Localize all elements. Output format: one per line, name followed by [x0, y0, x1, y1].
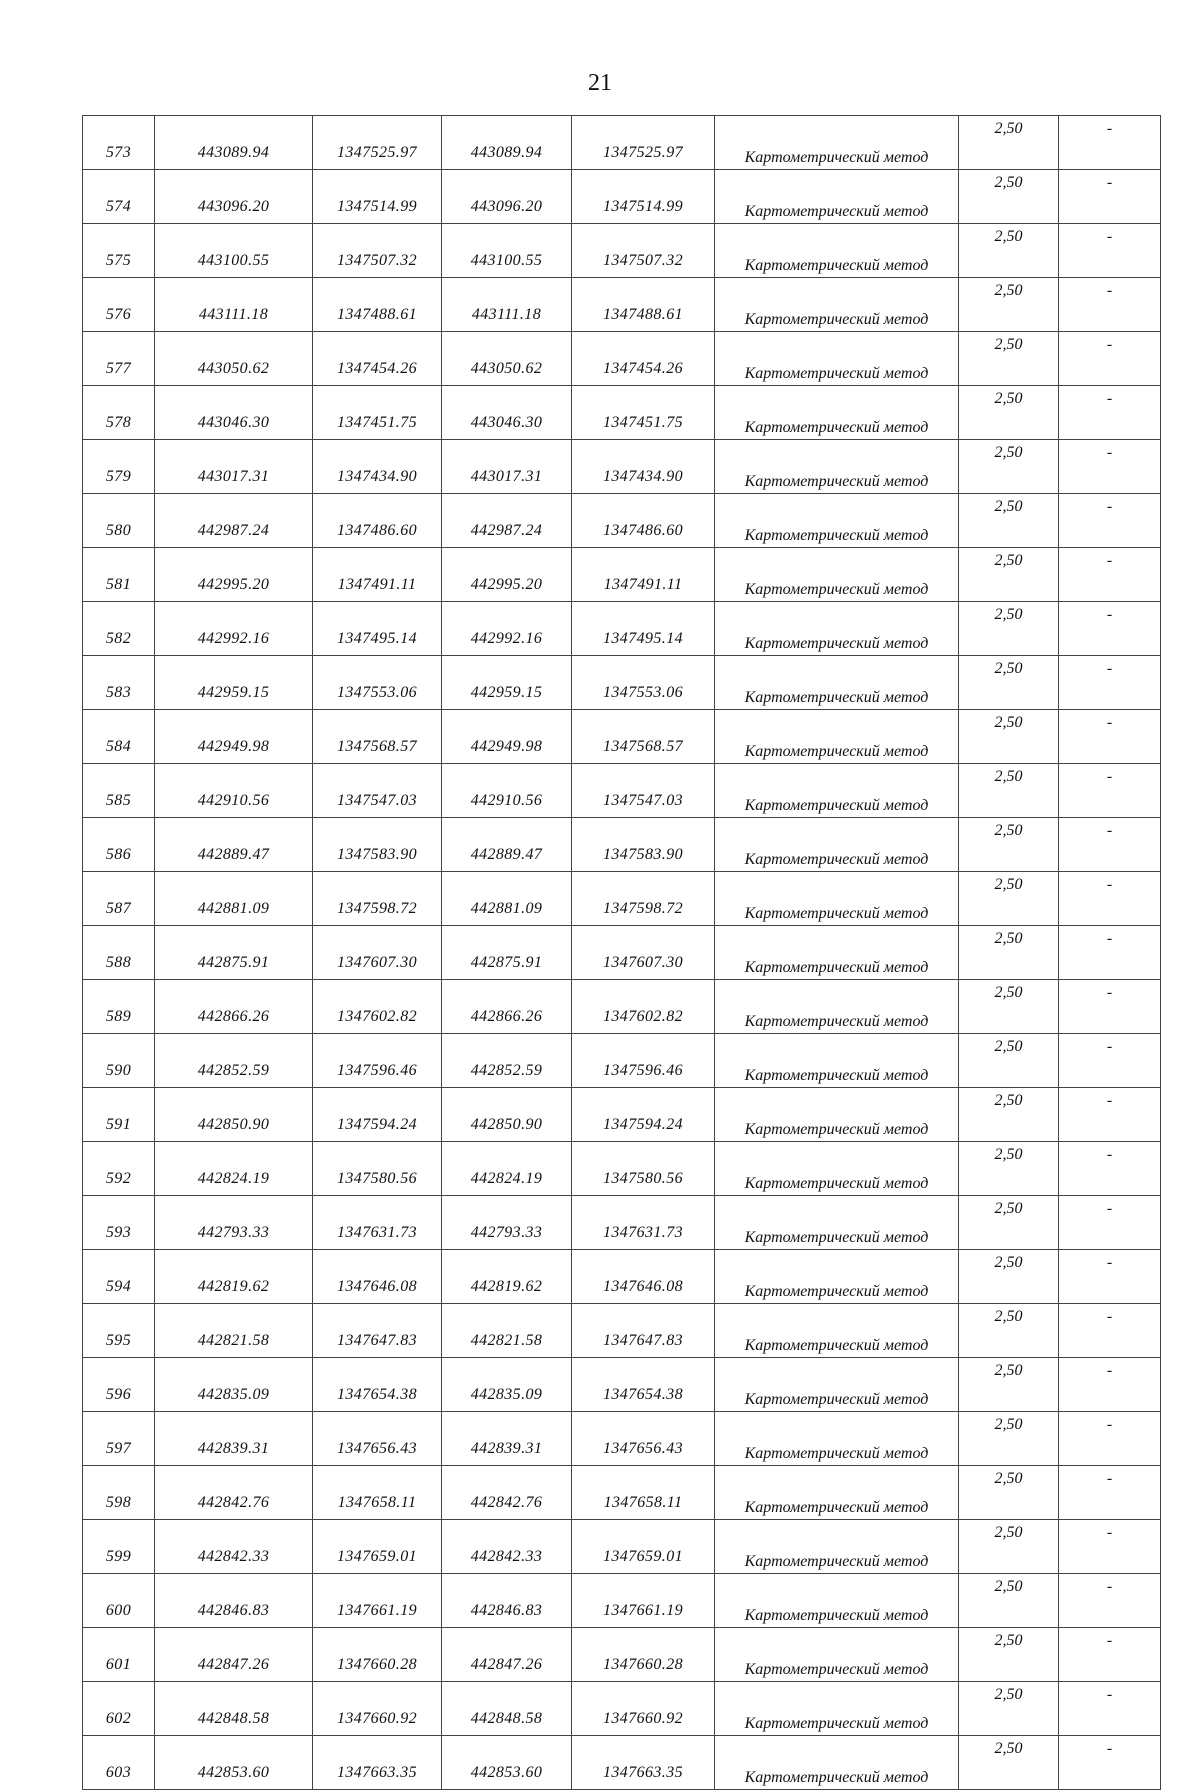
- precision-cell: 2,50: [959, 1628, 1059, 1682]
- new-y-cell: 1347580.56: [572, 1142, 715, 1196]
- point-number-cell: 587: [83, 872, 155, 926]
- precision-cell: 2,50: [959, 764, 1059, 818]
- existing-y-cell: 1347660.92: [313, 1682, 442, 1736]
- new-x-cell: 442949.98: [442, 710, 572, 764]
- existing-y-cell: 1347631.73: [313, 1196, 442, 1250]
- table-row: [83, 1034, 1161, 1088]
- existing-x-cell: 442959.15: [155, 656, 313, 710]
- existing-y-cell: 1347660.28: [313, 1628, 442, 1682]
- precision-cell: 2,50: [959, 926, 1059, 980]
- existing-y-cell: 1347547.03: [313, 764, 442, 818]
- table-row: [83, 1682, 1161, 1736]
- new-x-cell: 443111.18: [442, 278, 572, 332]
- point-number-cell: 603: [83, 1736, 155, 1790]
- point-number-cell: 602: [83, 1682, 155, 1736]
- description-cell: -: [1059, 818, 1161, 872]
- description-cell: -: [1059, 1088, 1161, 1142]
- new-x-cell: 442842.76: [442, 1466, 572, 1520]
- existing-x-cell: 442847.26: [155, 1628, 313, 1682]
- method-cell: Картометрический метод: [715, 440, 959, 494]
- existing-y-cell: 1347434.90: [313, 440, 442, 494]
- precision-cell: 2,50: [959, 602, 1059, 656]
- new-x-cell: 442866.26: [442, 980, 572, 1034]
- table-row: [83, 656, 1161, 710]
- existing-x-cell: 442824.19: [155, 1142, 313, 1196]
- new-y-cell: 1347434.90: [572, 440, 715, 494]
- table-row: [83, 548, 1161, 602]
- precision-cell: 2,50: [959, 710, 1059, 764]
- table-row: [83, 332, 1161, 386]
- existing-y-cell: 1347553.06: [313, 656, 442, 710]
- description-cell: -: [1059, 386, 1161, 440]
- existing-y-cell: 1347507.32: [313, 224, 442, 278]
- new-y-cell: 1347607.30: [572, 926, 715, 980]
- new-y-cell: 1347660.92: [572, 1682, 715, 1736]
- existing-x-cell: 442992.16: [155, 602, 313, 656]
- existing-x-cell: 442987.24: [155, 494, 313, 548]
- point-number-cell: 574: [83, 170, 155, 224]
- point-number-cell: 596: [83, 1358, 155, 1412]
- existing-x-cell: 442848.58: [155, 1682, 313, 1736]
- new-x-cell: 442842.33: [442, 1520, 572, 1574]
- description-cell: -: [1059, 440, 1161, 494]
- existing-x-cell: 443111.18: [155, 278, 313, 332]
- table-row: [83, 1574, 1161, 1628]
- method-cell: Картометрический метод: [715, 386, 959, 440]
- precision-cell: 2,50: [959, 386, 1059, 440]
- new-y-cell: 1347495.14: [572, 602, 715, 656]
- new-y-cell: 1347602.82: [572, 980, 715, 1034]
- table-row: [83, 1412, 1161, 1466]
- method-cell: Картометрический метод: [715, 1250, 959, 1304]
- method-cell: Картометрический метод: [715, 278, 959, 332]
- table-row: [83, 1142, 1161, 1196]
- new-y-cell: 1347646.08: [572, 1250, 715, 1304]
- method-cell: Картометрический метод: [715, 548, 959, 602]
- new-x-cell: 442819.62: [442, 1250, 572, 1304]
- new-x-cell: 442853.60: [442, 1736, 572, 1790]
- new-y-cell: 1347654.38: [572, 1358, 715, 1412]
- method-cell: Картометрический метод: [715, 1304, 959, 1358]
- description-cell: -: [1059, 1736, 1161, 1790]
- method-cell: Картометрический метод: [715, 1736, 959, 1790]
- existing-y-cell: 1347583.90: [313, 818, 442, 872]
- description-cell: -: [1059, 1682, 1161, 1736]
- precision-cell: 2,50: [959, 1250, 1059, 1304]
- existing-y-cell: 1347659.01: [313, 1520, 442, 1574]
- table-row: [83, 116, 1161, 170]
- existing-y-cell: 1347663.35: [313, 1736, 442, 1790]
- new-x-cell: 442910.56: [442, 764, 572, 818]
- method-cell: Картометрический метод: [715, 494, 959, 548]
- method-cell: Картометрический метод: [715, 926, 959, 980]
- method-cell: Картометрический метод: [715, 1142, 959, 1196]
- new-y-cell: 1347553.06: [572, 656, 715, 710]
- precision-cell: 2,50: [959, 548, 1059, 602]
- point-number-cell: 601: [83, 1628, 155, 1682]
- precision-cell: 2,50: [959, 1088, 1059, 1142]
- table-row: [83, 278, 1161, 332]
- existing-x-cell: 443017.31: [155, 440, 313, 494]
- method-cell: Картометрический метод: [715, 224, 959, 278]
- point-number-cell: 580: [83, 494, 155, 548]
- description-cell: -: [1059, 548, 1161, 602]
- existing-y-cell: 1347596.46: [313, 1034, 442, 1088]
- precision-cell: 2,50: [959, 1682, 1059, 1736]
- existing-x-cell: 442852.59: [155, 1034, 313, 1088]
- point-number-cell: 584: [83, 710, 155, 764]
- existing-y-cell: 1347454.26: [313, 332, 442, 386]
- point-number-cell: 591: [83, 1088, 155, 1142]
- precision-cell: 2,50: [959, 332, 1059, 386]
- existing-y-cell: 1347654.38: [313, 1358, 442, 1412]
- method-cell: Картометрический метод: [715, 872, 959, 926]
- precision-cell: 2,50: [959, 1736, 1059, 1790]
- new-x-cell: 442846.83: [442, 1574, 572, 1628]
- point-number-cell: 594: [83, 1250, 155, 1304]
- description-cell: -: [1059, 1412, 1161, 1466]
- new-y-cell: 1347660.28: [572, 1628, 715, 1682]
- precision-cell: 2,50: [959, 1034, 1059, 1088]
- table-row: [83, 872, 1161, 926]
- existing-x-cell: 442850.90: [155, 1088, 313, 1142]
- table-row: [83, 818, 1161, 872]
- page-number: 21: [588, 70, 612, 96]
- new-x-cell: 442889.47: [442, 818, 572, 872]
- point-number-cell: 586: [83, 818, 155, 872]
- table-row: [83, 170, 1161, 224]
- existing-x-cell: 442842.33: [155, 1520, 313, 1574]
- description-cell: -: [1059, 494, 1161, 548]
- description-cell: -: [1059, 872, 1161, 926]
- method-cell: Картометрический метод: [715, 1574, 959, 1628]
- table-body: [83, 116, 1161, 1790]
- new-x-cell: 442881.09: [442, 872, 572, 926]
- point-number-cell: 575: [83, 224, 155, 278]
- description-cell: -: [1059, 1358, 1161, 1412]
- new-y-cell: 1347656.43: [572, 1412, 715, 1466]
- table-row: [83, 926, 1161, 980]
- table-row: [83, 1250, 1161, 1304]
- existing-x-cell: 442842.76: [155, 1466, 313, 1520]
- new-y-cell: 1347547.03: [572, 764, 715, 818]
- existing-y-cell: 1347602.82: [313, 980, 442, 1034]
- existing-x-cell: 442866.26: [155, 980, 313, 1034]
- method-cell: Картометрический метод: [715, 1682, 959, 1736]
- existing-x-cell: 442821.58: [155, 1304, 313, 1358]
- table-row: [83, 1628, 1161, 1682]
- new-y-cell: 1347568.57: [572, 710, 715, 764]
- new-x-cell: 442835.09: [442, 1358, 572, 1412]
- precision-cell: 2,50: [959, 1142, 1059, 1196]
- point-number-cell: 588: [83, 926, 155, 980]
- existing-x-cell: 443046.30: [155, 386, 313, 440]
- new-x-cell: 442848.58: [442, 1682, 572, 1736]
- existing-y-cell: 1347661.19: [313, 1574, 442, 1628]
- table-row: [83, 764, 1161, 818]
- description-cell: -: [1059, 710, 1161, 764]
- existing-x-cell: 442910.56: [155, 764, 313, 818]
- method-cell: Картометрический метод: [715, 602, 959, 656]
- description-cell: -: [1059, 1628, 1161, 1682]
- table-row: [83, 440, 1161, 494]
- precision-cell: 2,50: [959, 1412, 1059, 1466]
- existing-x-cell: 443100.55: [155, 224, 313, 278]
- existing-x-cell: 443096.20: [155, 170, 313, 224]
- precision-cell: 2,50: [959, 1520, 1059, 1574]
- existing-y-cell: 1347656.43: [313, 1412, 442, 1466]
- description-cell: -: [1059, 1142, 1161, 1196]
- method-cell: Картометрический метод: [715, 818, 959, 872]
- new-y-cell: 1347514.99: [572, 170, 715, 224]
- method-cell: Картометрический метод: [715, 710, 959, 764]
- point-number-cell: 585: [83, 764, 155, 818]
- existing-y-cell: 1347647.83: [313, 1304, 442, 1358]
- new-y-cell: 1347454.26: [572, 332, 715, 386]
- table-row: [83, 1466, 1161, 1520]
- new-x-cell: 443096.20: [442, 170, 572, 224]
- new-y-cell: 1347594.24: [572, 1088, 715, 1142]
- new-y-cell: 1347659.01: [572, 1520, 715, 1574]
- table-row: [83, 710, 1161, 764]
- description-cell: -: [1059, 980, 1161, 1034]
- table-row: [83, 386, 1161, 440]
- existing-x-cell: 442835.09: [155, 1358, 313, 1412]
- description-cell: -: [1059, 1574, 1161, 1628]
- description-cell: -: [1059, 278, 1161, 332]
- table-row: [83, 224, 1161, 278]
- new-y-cell: 1347663.35: [572, 1736, 715, 1790]
- description-cell: -: [1059, 1520, 1161, 1574]
- new-x-cell: 442959.15: [442, 656, 572, 710]
- precision-cell: 2,50: [959, 1358, 1059, 1412]
- method-cell: Картометрический метод: [715, 1358, 959, 1412]
- point-number-cell: 595: [83, 1304, 155, 1358]
- table-row: [83, 1520, 1161, 1574]
- method-cell: Картометрический метод: [715, 170, 959, 224]
- precision-cell: 2,50: [959, 170, 1059, 224]
- method-cell: Картометрический метод: [715, 1412, 959, 1466]
- existing-x-cell: 443089.94: [155, 116, 313, 170]
- new-x-cell: 442852.59: [442, 1034, 572, 1088]
- method-cell: Картометрический метод: [715, 332, 959, 386]
- table-row: [83, 1088, 1161, 1142]
- description-cell: -: [1059, 764, 1161, 818]
- point-number-cell: 579: [83, 440, 155, 494]
- existing-y-cell: 1347451.75: [313, 386, 442, 440]
- method-cell: Картометрический метод: [715, 116, 959, 170]
- existing-x-cell: 442889.47: [155, 818, 313, 872]
- new-y-cell: 1347507.32: [572, 224, 715, 278]
- method-cell: Картометрический метод: [715, 1466, 959, 1520]
- existing-x-cell: 442875.91: [155, 926, 313, 980]
- description-cell: -: [1059, 926, 1161, 980]
- coordinates-table: [82, 115, 1161, 1790]
- new-x-cell: 443089.94: [442, 116, 572, 170]
- description-cell: -: [1059, 656, 1161, 710]
- new-y-cell: 1347491.11: [572, 548, 715, 602]
- precision-cell: 2,50: [959, 278, 1059, 332]
- existing-x-cell: 442846.83: [155, 1574, 313, 1628]
- new-x-cell: 442847.26: [442, 1628, 572, 1682]
- precision-cell: 2,50: [959, 818, 1059, 872]
- new-y-cell: 1347647.83: [572, 1304, 715, 1358]
- existing-x-cell: 442819.62: [155, 1250, 313, 1304]
- method-cell: Картометрический метод: [715, 1196, 959, 1250]
- precision-cell: 2,50: [959, 980, 1059, 1034]
- new-y-cell: 1347598.72: [572, 872, 715, 926]
- existing-x-cell: 442949.98: [155, 710, 313, 764]
- new-y-cell: 1347583.90: [572, 818, 715, 872]
- method-cell: Картометрический метод: [715, 656, 959, 710]
- description-cell: -: [1059, 1034, 1161, 1088]
- table-row: [83, 1304, 1161, 1358]
- table-row: [83, 602, 1161, 656]
- description-cell: -: [1059, 332, 1161, 386]
- existing-y-cell: 1347646.08: [313, 1250, 442, 1304]
- new-x-cell: 442992.16: [442, 602, 572, 656]
- new-y-cell: 1347451.75: [572, 386, 715, 440]
- new-x-cell: 442995.20: [442, 548, 572, 602]
- description-cell: -: [1059, 1250, 1161, 1304]
- point-number-cell: 590: [83, 1034, 155, 1088]
- precision-cell: 2,50: [959, 1304, 1059, 1358]
- precision-cell: 2,50: [959, 1196, 1059, 1250]
- existing-y-cell: 1347488.61: [313, 278, 442, 332]
- existing-y-cell: 1347491.11: [313, 548, 442, 602]
- existing-x-cell: 442881.09: [155, 872, 313, 926]
- new-y-cell: 1347525.97: [572, 116, 715, 170]
- description-cell: -: [1059, 602, 1161, 656]
- existing-y-cell: 1347580.56: [313, 1142, 442, 1196]
- table-row: [83, 1358, 1161, 1412]
- method-cell: Картометрический метод: [715, 764, 959, 818]
- point-number-cell: 600: [83, 1574, 155, 1628]
- precision-cell: 2,50: [959, 656, 1059, 710]
- point-number-cell: 593: [83, 1196, 155, 1250]
- point-number-cell: 597: [83, 1412, 155, 1466]
- table-row: [83, 980, 1161, 1034]
- description-cell: -: [1059, 170, 1161, 224]
- existing-y-cell: 1347658.11: [313, 1466, 442, 1520]
- precision-cell: 2,50: [959, 116, 1059, 170]
- new-x-cell: 443050.62: [442, 332, 572, 386]
- existing-x-cell: 442839.31: [155, 1412, 313, 1466]
- existing-y-cell: 1347598.72: [313, 872, 442, 926]
- precision-cell: 2,50: [959, 1574, 1059, 1628]
- point-number-cell: 577: [83, 332, 155, 386]
- existing-x-cell: 442853.60: [155, 1736, 313, 1790]
- method-cell: Картометрический метод: [715, 1088, 959, 1142]
- new-x-cell: 443017.31: [442, 440, 572, 494]
- precision-cell: 2,50: [959, 440, 1059, 494]
- new-x-cell: 443046.30: [442, 386, 572, 440]
- point-number-cell: 576: [83, 278, 155, 332]
- precision-cell: 2,50: [959, 494, 1059, 548]
- method-cell: Картометрический метод: [715, 980, 959, 1034]
- existing-y-cell: 1347607.30: [313, 926, 442, 980]
- existing-y-cell: 1347568.57: [313, 710, 442, 764]
- existing-y-cell: 1347594.24: [313, 1088, 442, 1142]
- new-y-cell: 1347486.60: [572, 494, 715, 548]
- new-y-cell: 1347661.19: [572, 1574, 715, 1628]
- point-number-cell: 582: [83, 602, 155, 656]
- precision-cell: 2,50: [959, 872, 1059, 926]
- existing-x-cell: 442995.20: [155, 548, 313, 602]
- new-x-cell: 442793.33: [442, 1196, 572, 1250]
- point-number-cell: 598: [83, 1466, 155, 1520]
- point-number-cell: 589: [83, 980, 155, 1034]
- existing-x-cell: 442793.33: [155, 1196, 313, 1250]
- table-row: [83, 494, 1161, 548]
- new-y-cell: 1347488.61: [572, 278, 715, 332]
- description-cell: -: [1059, 1196, 1161, 1250]
- new-x-cell: 442821.58: [442, 1304, 572, 1358]
- new-y-cell: 1347631.73: [572, 1196, 715, 1250]
- description-cell: -: [1059, 116, 1161, 170]
- method-cell: Картометрический метод: [715, 1520, 959, 1574]
- existing-x-cell: 443050.62: [155, 332, 313, 386]
- existing-y-cell: 1347486.60: [313, 494, 442, 548]
- method-cell: Картометрический метод: [715, 1628, 959, 1682]
- new-y-cell: 1347658.11: [572, 1466, 715, 1520]
- point-number-cell: 599: [83, 1520, 155, 1574]
- precision-cell: 2,50: [959, 1466, 1059, 1520]
- new-x-cell: 442839.31: [442, 1412, 572, 1466]
- new-x-cell: 442824.19: [442, 1142, 572, 1196]
- precision-cell: 2,50: [959, 224, 1059, 278]
- description-cell: -: [1059, 1466, 1161, 1520]
- new-x-cell: 442875.91: [442, 926, 572, 980]
- new-x-cell: 443100.55: [442, 224, 572, 278]
- existing-y-cell: 1347525.97: [313, 116, 442, 170]
- point-number-cell: 592: [83, 1142, 155, 1196]
- method-cell: Картометрический метод: [715, 1034, 959, 1088]
- existing-y-cell: 1347514.99: [313, 170, 442, 224]
- table-row: [83, 1736, 1161, 1790]
- point-number-cell: 583: [83, 656, 155, 710]
- table-row: [83, 1196, 1161, 1250]
- point-number-cell: 581: [83, 548, 155, 602]
- new-x-cell: 442850.90: [442, 1088, 572, 1142]
- point-number-cell: 578: [83, 386, 155, 440]
- new-x-cell: 442987.24: [442, 494, 572, 548]
- existing-y-cell: 1347495.14: [313, 602, 442, 656]
- new-y-cell: 1347596.46: [572, 1034, 715, 1088]
- description-cell: -: [1059, 224, 1161, 278]
- point-number-cell: 573: [83, 116, 155, 170]
- description-cell: -: [1059, 1304, 1161, 1358]
